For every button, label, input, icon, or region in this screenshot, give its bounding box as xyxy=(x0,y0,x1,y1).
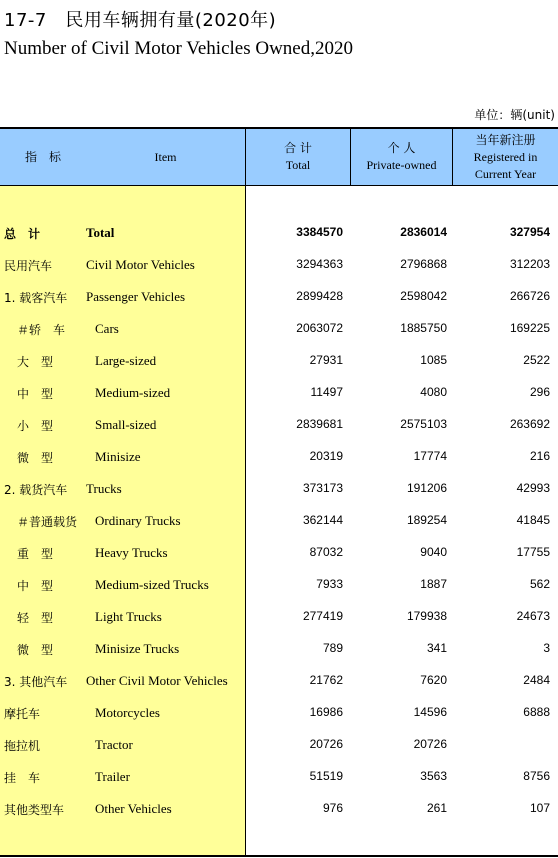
row-new-registered-value: 107 xyxy=(529,801,550,815)
table-title-chinese: 17-7 民用车辆拥有量(2020年) xyxy=(4,10,277,31)
header-total-en: Total xyxy=(285,158,311,172)
row-new-registered-value: 2484 xyxy=(523,673,550,687)
row-indicator-cn: 微 型 xyxy=(17,643,54,657)
row-indicator-cn: 拖拉机 xyxy=(4,739,41,753)
header-indicator-cn xyxy=(0,129,86,185)
row-item-en: Passenger Vehicles xyxy=(86,289,186,304)
row-private-value: 341 xyxy=(426,641,447,655)
row-indicator-cn: 1. 载客汽车 xyxy=(4,291,68,305)
row-indicator-cn: 摩托车 xyxy=(4,707,41,721)
row-new-registered-value: 6888 xyxy=(523,705,550,719)
row-private-value: 2598042 xyxy=(400,289,447,303)
row-item-en: Minisize xyxy=(95,449,141,464)
row-item-en: Motorcycles xyxy=(95,705,160,720)
row-new-registered-value: 327954 xyxy=(509,225,550,239)
row-private-value: 2836014 xyxy=(400,225,447,239)
table-row xyxy=(0,249,558,281)
table-row xyxy=(0,377,558,409)
table-row xyxy=(0,633,558,665)
row-private-value: 14596 xyxy=(413,705,447,719)
table-row xyxy=(0,473,558,505)
table-title-english: Number of Civil Motor Vehicles Owned,2020 xyxy=(4,38,353,59)
row-item-en: Minisize Trucks xyxy=(95,641,180,656)
row-total-value: 976 xyxy=(322,801,343,815)
row-total-value: 2899428 xyxy=(296,289,343,303)
row-total-value: 16986 xyxy=(309,705,343,719)
table-row xyxy=(0,281,558,313)
row-total-value: 2063072 xyxy=(296,321,343,335)
header-new-registered xyxy=(453,129,558,185)
row-total-value: 20319 xyxy=(309,449,343,463)
header-indicator-label: 指 标 xyxy=(24,149,61,164)
row-new-registered-value: 8756 xyxy=(523,769,550,783)
header-new-en-1: Registered in xyxy=(473,149,538,164)
row-private-value: 9040 xyxy=(420,545,447,559)
row-new-registered-value: 2522 xyxy=(523,353,550,367)
table-row xyxy=(0,601,558,633)
header-private-en: Private-owned xyxy=(366,158,437,172)
row-item-en: Medium-sized Trucks xyxy=(95,577,209,592)
row-new-registered-value: 312203 xyxy=(509,257,550,271)
row-indicator-cn: 微 型 xyxy=(17,451,54,465)
row-indicator-cn: 其他类型车 xyxy=(4,803,65,817)
row-private-value: 2796868 xyxy=(400,257,447,271)
row-private-value: 7620 xyxy=(420,673,447,687)
row-item-en: Ordinary Trucks xyxy=(95,513,181,528)
row-indicator-cn: 民用汽车 xyxy=(4,259,53,273)
header-rule xyxy=(0,185,558,186)
row-new-registered-value: 296 xyxy=(529,385,550,399)
row-total-value: 7933 xyxy=(316,577,343,591)
row-indicator-cn: 挂 车 xyxy=(4,771,41,785)
row-new-registered-value: 24673 xyxy=(516,609,550,623)
row-total-value: 20726 xyxy=(309,737,343,751)
row-total-value: 3384570 xyxy=(296,225,343,239)
row-private-value: 191206 xyxy=(406,481,447,495)
row-new-registered-value: 41845 xyxy=(516,513,550,527)
row-indicator-cn: 中 型 xyxy=(17,579,54,593)
unit-label: 单位：辆(unit) xyxy=(474,108,555,122)
table-row xyxy=(0,697,558,729)
table-row xyxy=(0,345,558,377)
row-new-registered-value: 17755 xyxy=(516,545,550,559)
row-item-en: Medium-sized xyxy=(95,385,171,400)
table-row xyxy=(0,313,558,345)
row-item-en: Civil Motor Vehicles xyxy=(86,257,195,272)
row-indicator-cn: 重 型 xyxy=(17,547,54,561)
row-item-en: Heavy Trucks xyxy=(95,545,168,560)
row-total-value: 3294363 xyxy=(296,257,343,271)
row-indicator-cn: 3. 其他汽车 xyxy=(4,675,68,689)
row-total-value: 11497 xyxy=(310,385,343,399)
row-total-value: 27931 xyxy=(309,353,343,367)
row-indicator-cn: 小 型 xyxy=(17,419,54,433)
row-private-value: 179938 xyxy=(406,609,447,623)
row-private-value: 17774 xyxy=(413,449,447,463)
row-new-registered-value: 263692 xyxy=(509,417,550,431)
row-private-value: 261 xyxy=(426,801,447,815)
table-row xyxy=(0,793,558,825)
row-item-en: Total xyxy=(86,225,115,240)
row-total-value: 373173 xyxy=(302,481,343,495)
table-row xyxy=(0,505,558,537)
header-total xyxy=(246,129,350,185)
header-total-cn: 合 计 xyxy=(284,141,312,155)
row-private-value: 20726 xyxy=(413,737,447,751)
row-new-registered-value: 42993 xyxy=(516,481,550,495)
row-item-en: Other Vehicles xyxy=(95,801,172,816)
row-indicator-cn: 中 型 xyxy=(17,387,54,401)
row-indicator-cn: ＃轿 车 xyxy=(17,323,66,337)
table-row xyxy=(0,761,558,793)
row-private-value: 2575103 xyxy=(400,417,447,431)
row-item-en: Trailer xyxy=(95,769,130,784)
row-item-en: Other Civil Motor Vehicles xyxy=(86,673,228,688)
row-indicator-cn: 轻 型 xyxy=(17,611,54,625)
row-new-registered-value: 216 xyxy=(529,449,550,463)
table-row xyxy=(0,569,558,601)
row-indicator-cn: ＃普通载货 xyxy=(17,515,78,529)
table-row xyxy=(0,729,558,761)
row-total-value: 51519 xyxy=(309,769,343,783)
table-row xyxy=(0,409,558,441)
row-item-en: Light Trucks xyxy=(95,609,162,624)
row-private-value: 1885750 xyxy=(400,321,447,335)
header-item-label: Item xyxy=(154,149,177,164)
row-private-value: 1887 xyxy=(420,577,447,591)
row-new-registered-value: 169225 xyxy=(509,321,550,335)
row-total-value: 789 xyxy=(322,641,343,655)
row-item-en: Small-sized xyxy=(95,417,157,432)
header-private-cn: 个 人 xyxy=(387,141,416,155)
row-total-value: 21762 xyxy=(309,673,343,687)
row-indicator-cn: 总 计 xyxy=(4,227,41,241)
row-private-value: 4080 xyxy=(420,385,447,399)
row-new-registered-value: 3 xyxy=(543,641,550,655)
table-row xyxy=(0,217,558,249)
table-row xyxy=(0,441,558,473)
row-indicator-cn: 2. 载货汽车 xyxy=(4,483,68,497)
row-total-value: 87032 xyxy=(309,545,343,559)
row-item-en: Tractor xyxy=(95,737,133,752)
header-item xyxy=(86,129,245,185)
header-new-en-2: Current Year xyxy=(474,166,537,181)
bottom-rule xyxy=(0,855,558,857)
row-item-en: Trucks xyxy=(86,481,122,496)
row-indicator-cn: 大 型 xyxy=(17,355,54,369)
header-new-cn: 当年新注册 xyxy=(475,132,536,147)
row-private-value: 3563 xyxy=(420,769,447,783)
row-private-value: 189254 xyxy=(406,513,447,527)
row-total-value: 362144 xyxy=(302,513,343,527)
row-item-en: Cars xyxy=(95,321,119,336)
row-item-en: Large-sized xyxy=(95,353,157,368)
table-row xyxy=(0,665,558,697)
row-private-value: 1085 xyxy=(420,353,447,367)
row-total-value: 277419 xyxy=(302,609,343,623)
row-total-value: 2839681 xyxy=(296,417,343,431)
row-new-registered-value: 266726 xyxy=(509,289,550,303)
table-row xyxy=(0,537,558,569)
row-new-registered-value: 562 xyxy=(529,577,550,591)
header-private xyxy=(351,129,452,185)
